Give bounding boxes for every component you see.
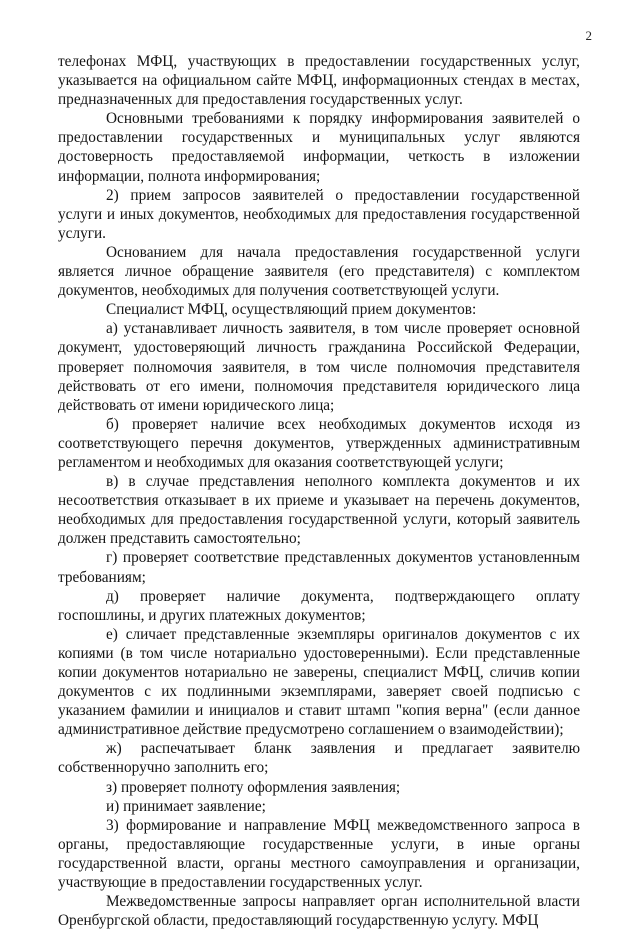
paragraph-specialist: Специалист МФЦ, осуществляющий прием документов: xyxy=(106,301,477,319)
list-item-e: е) сличает представленные экземпляры оригиналов документов с их копиями (в том числе нотариально удостоверенными). Если представленные копии документов нотариально не заверены, специалист МФЦ, сличив копии документов с их подлинными экземплярами, заверяет своей подписью с указанием фамилии и инициалов и ставит штамп "копия верна" (если данное административное действие предусмотрено соглашением о взаимодействии); xyxy=(58,625,580,739)
paragraph-item-2: 2) прием запросов заявителей о предоставлении государственной услуги и иных документов, необходимых для предоставления государственной услуги. xyxy=(58,186,580,242)
page-number: 2 xyxy=(585,28,592,43)
list-item-b: б) проверяет наличие всех необходимых документов исходя из соответствующего перечня документов, утвержденных административным регламентом и необходимых для оказания соответствующей услуги; xyxy=(58,415,580,471)
paragraph-continuation: телефонах МФЦ, участвующих в предоставлении государственных услуг, указывается на официальном сайте МФЦ, информационных стендах в местах, предназначенных для предоставления государственных услуг. xyxy=(58,53,580,109)
list-item-g: г) проверяет соответствие представленных документов установленным требованиям; xyxy=(58,549,580,586)
list-item-z: з) проверяет полноту оформления заявления; xyxy=(106,778,401,796)
list-item-v: в) в случае представления неполного комплекта документов и их несоответствия отказывает в их приеме и указывает на перечень документов, необходимых для предоставления государственной услуги, который заявитель должен представить самостоятельно; xyxy=(58,473,580,548)
document-body xyxy=(58,52,580,930)
list-item-d: д) проверяет наличие документа, подтверждающего оплату госпошлины, и других платежных документов; xyxy=(58,587,580,624)
list-item-a: а) устанавливает личность заявителя, в том числе проверяет основной документ, удостоверяющий личность гражданина Российской Федерации, проверяет полномочия заявителя, в том числе полномочия представителя действовать от его имени, полномочия представителя юридического лица действовать от имени юридического лица; xyxy=(58,320,580,414)
paragraph-item-3: 3) формирование и направление МФЦ межведомственного запроса в органы, предоставляющие государственные услуги, в иные органы государственной власти, органы местного самоуправления и организации, участвующие в предоставлении государственных услуг. xyxy=(58,816,580,892)
list-item-i: и) принимает заявление; xyxy=(106,797,266,815)
list-item-zh: ж) распечатывает бланк заявления и предлагает заявителю собственноручно заполнить его; xyxy=(58,740,580,777)
paragraph-requirements: Основными требованиями к порядку информирования заявителей о предоставлении государственных и муниципальных услуг являются достоверность предоставляемой информации, четкость в изложении информации, полнота информирования; xyxy=(58,110,580,185)
paragraph-basis: Основанием для начала предоставления государственной услуги является личное обращение заявителя (его представителя) с комплектом документов, необходимых для получения соответствующей услуги. xyxy=(58,243,580,300)
paragraph-interagency: Межведомственные запросы направляет орган исполнительной власти Оренбургской области, предоставляющий государственную услугу. МФЦ xyxy=(58,893,580,930)
